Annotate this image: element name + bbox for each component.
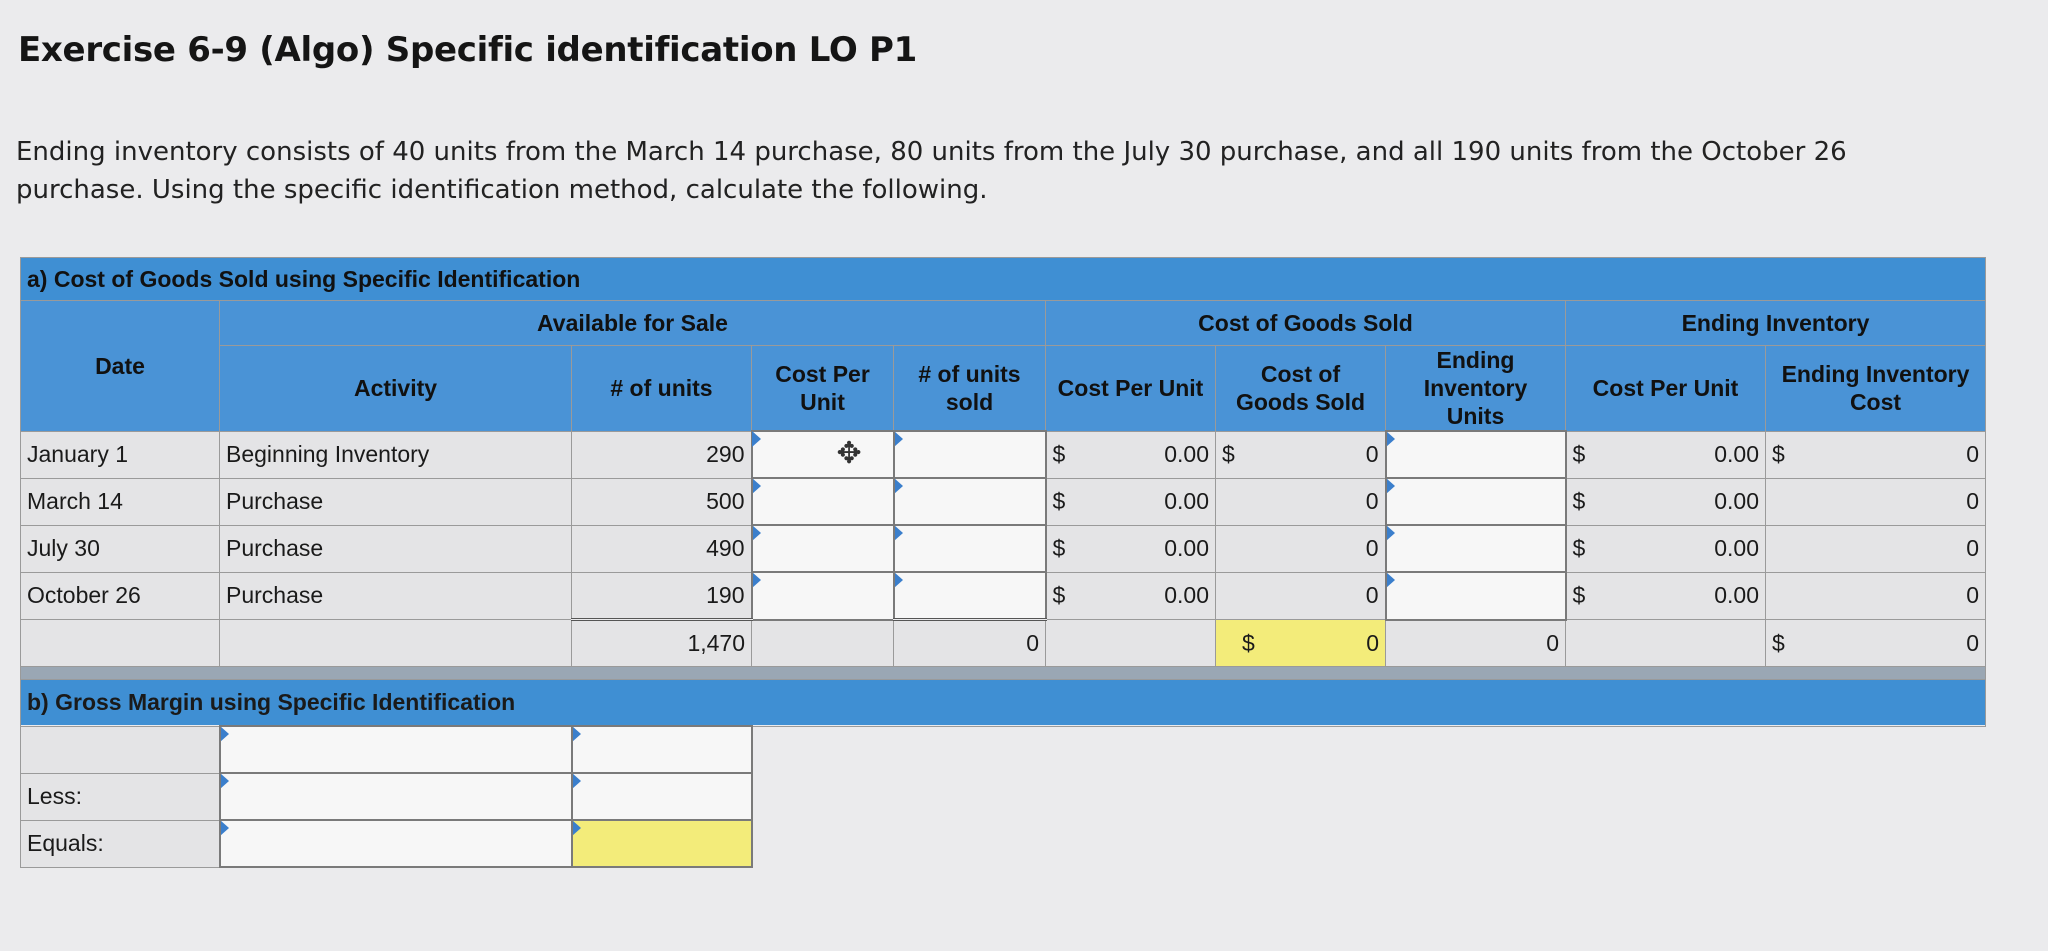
separator-bar: [21, 667, 1986, 680]
gross-margin-line2-label-input[interactable]: [220, 773, 572, 820]
totals-blank: [220, 620, 572, 667]
header-activity: Activity: [220, 346, 572, 432]
header-units: # of units: [572, 346, 752, 432]
total-units: 1,470: [572, 620, 752, 667]
ending-inventory-cost: 0: [1766, 525, 1986, 572]
table-row: [21, 572, 1986, 620]
totals-blank: [1046, 620, 1216, 667]
row-units: 290: [572, 431, 752, 478]
ending-inventory-units-input[interactable]: [1386, 525, 1566, 572]
header-cogs-total: Cost of Goods Sold: [1216, 346, 1386, 432]
blank-area: [752, 773, 1986, 820]
row-date: July 30: [21, 525, 220, 572]
table-row: [21, 478, 1986, 525]
equals-label: Equals:: [21, 820, 220, 867]
header-cost-of-goods-sold: Cost of Goods Sold: [1046, 301, 1566, 346]
less-label: Less:: [21, 773, 220, 820]
cost-per-unit-input[interactable]: [752, 525, 894, 572]
gross-margin-line2-amount-input[interactable]: [572, 773, 752, 820]
gross-margin-total-input[interactable]: [572, 820, 752, 867]
ending-inventory-units-input[interactable]: [1386, 572, 1566, 620]
table-row: [21, 525, 1986, 572]
units-sold-input[interactable]: [894, 572, 1046, 620]
header-units-sold: # of units sold: [894, 346, 1046, 432]
total-units-sold: 0: [894, 620, 1046, 667]
gross-margin-line1-label-input[interactable]: [220, 726, 572, 773]
totals-blank: [1566, 620, 1766, 667]
totals-blank: [21, 620, 220, 667]
ending-inventory-units-input[interactable]: [1386, 431, 1566, 478]
header-date: Date: [21, 301, 220, 432]
plus-cursor-icon: ✥: [836, 437, 862, 470]
gross-margin-label-blank: [21, 726, 220, 773]
ending-inventory-units-input[interactable]: [1386, 478, 1566, 525]
gross-margin-line1-amount-input[interactable]: [572, 726, 752, 773]
total-cost-of-goods-sold: $ 0: [1216, 620, 1386, 667]
row-date: March 14: [21, 478, 220, 525]
blank-area: [752, 820, 1986, 867]
header-ending-inventory-cost: Ending Inventory Cost: [1766, 346, 1986, 432]
cogs-total: $ 0: [1216, 431, 1386, 478]
totals-row: [21, 620, 1986, 667]
total-ending-inventory-units: 0: [1386, 620, 1566, 667]
cogs-total: 0: [1216, 572, 1386, 620]
cost-per-unit-input[interactable]: [752, 478, 894, 525]
ending-inventory-cost: 0: [1766, 572, 1986, 620]
header-ending-cost-per-unit: Cost Per Unit: [1566, 346, 1766, 432]
section-a-title: a) Cost of Goods Sold using Specific Identification: [21, 258, 1986, 301]
header-cogs-cost-per-unit: Cost Per Unit: [1046, 346, 1216, 432]
table-row: [21, 431, 1986, 478]
header-ending-inventory-units: Ending Inventory Units: [1386, 346, 1566, 432]
totals-blank: [752, 620, 894, 667]
cogs-total: 0: [1216, 525, 1386, 572]
row-units: 500: [572, 478, 752, 525]
ending-cost-per-unit: $ 0.00: [1566, 572, 1766, 620]
gross-margin-line3-label-input[interactable]: [220, 820, 572, 867]
row-units: 190: [572, 572, 752, 620]
total-ending-inventory-cost: $ 0: [1766, 620, 1986, 667]
row-activity: Purchase: [220, 572, 572, 620]
cogs-cost-per-unit: $ 0.00: [1046, 478, 1216, 525]
row-activity: Beginning Inventory: [220, 431, 572, 478]
header-cost-per-unit: Cost Per Unit: [752, 346, 894, 432]
specific-identification-table: [20, 257, 1986, 868]
units-sold-input[interactable]: [894, 431, 1046, 478]
cost-per-unit-input[interactable]: [752, 431, 894, 478]
cogs-cost-per-unit: $ 0.00: [1046, 525, 1216, 572]
page-title: Exercise 6-9 (Algo) Specific identification LO P1: [18, 30, 917, 70]
units-sold-input[interactable]: [894, 478, 1046, 525]
ending-cost-per-unit: $ 0.00: [1566, 478, 1766, 525]
cogs-total: 0: [1216, 478, 1386, 525]
row-activity: Purchase: [220, 525, 572, 572]
units-sold-input[interactable]: [894, 525, 1046, 572]
row-activity: Purchase: [220, 478, 572, 525]
blank-area: [752, 726, 1986, 773]
cost-per-unit-input[interactable]: [752, 572, 894, 620]
row-date: January 1: [21, 431, 220, 478]
ending-cost-per-unit: $ 0.00: [1566, 525, 1766, 572]
cogs-cost-per-unit: $ 0.00: [1046, 431, 1216, 478]
row-date: October 26: [21, 572, 220, 620]
exercise-worksheet: [20, 257, 2048, 897]
row-units: 490: [572, 525, 752, 572]
ending-inventory-cost: 0: [1766, 478, 1986, 525]
section-b-title: b) Gross Margin using Specific Identification: [21, 680, 1986, 727]
instructions: Ending inventory consists of 40 units from the March 14 purchase, 80 units from the July 30 purchase, and all 190 units from the October 26 purchase. Using the specific identification method, calculate the following.: [16, 137, 1847, 205]
ending-cost-per-unit: $ 0.00: [1566, 431, 1766, 478]
cogs-cost-per-unit: $ 0.00: [1046, 572, 1216, 620]
header-available-for-sale: Available for Sale: [220, 301, 1046, 346]
header-ending-inventory: Ending Inventory: [1566, 301, 1986, 346]
ending-inventory-cost: $ 0: [1766, 431, 1986, 478]
